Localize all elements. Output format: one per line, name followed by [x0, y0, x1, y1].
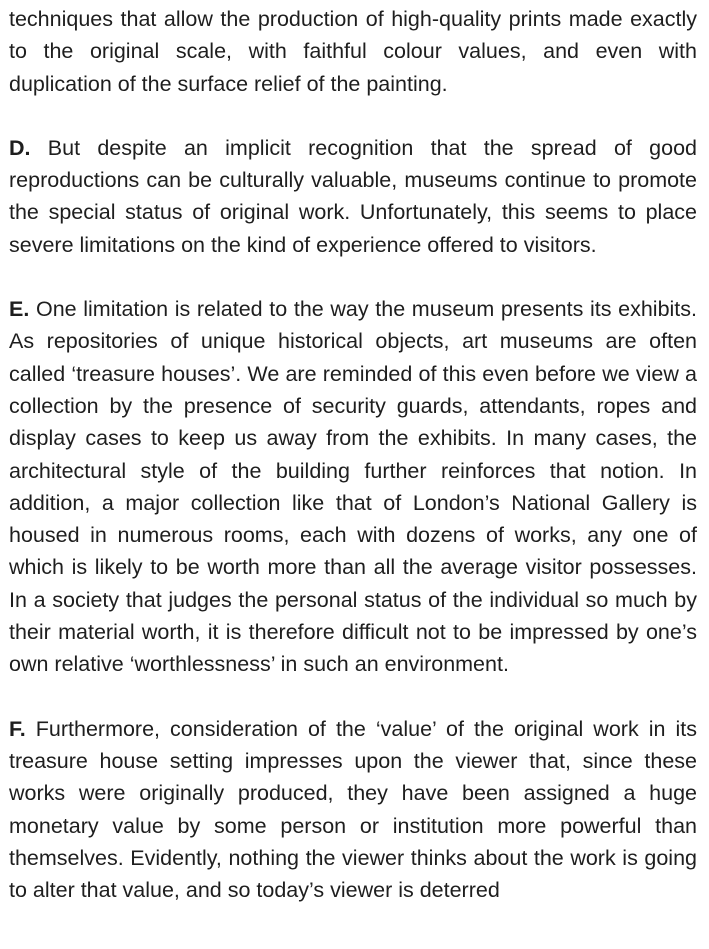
- paragraph-d: [9, 132, 697, 261]
- paragraph-text: techniques that allow the production of high-quality prints made exactly to the original scale, with faithful colour values, and even with duplication of the surface relief of the painting.: [9, 7, 697, 96]
- paragraph-letter: E.: [9, 297, 30, 322]
- paragraph-text: Furthermore, consideration of the ‘value’ of the original work in its treasure house setting impresses upon the viewer that, since these works were originally produced, they have been assigned a huge monetary value by some person or institution more powerful than themselves. Evidently, nothing the viewer thinks about the work is going to alter that value, and so today’s viewer is deterred: [9, 716, 697, 903]
- paragraph-letter: F.: [9, 716, 26, 741]
- paragraph-text: But despite an implicit recognition that the spread of good reproductions can be culturally valuable, museums continue to promote the special status of original work. Unfortunately, this seems to place severe limitations on the kind of experience offered to visitors.: [9, 135, 697, 257]
- document-page: [9, 3, 697, 938]
- paragraph-continuation: [9, 3, 697, 100]
- paragraph-text: One limitation is related to the way the museum presents its exhibits. As repositories of unique historical objects, art museums are often called ‘treasure houses’. We are reminded of this even before we view a collection by the presence of security guards, attendants, ropes and display cases to keep us away from the exhibits. In many cases, the architectural style of the building further reinforces that notion. In addition, a major collection like that of London’s National Gallery is housed in numerous rooms, each with dozens of works, any one of which is likely to be worth more than all the average visitor possesses. In a society that judges the personal status of the individual so much by their material worth, it is therefore difficult not to be impressed by one’s own relative ‘worthlessness’ in such an environment.: [9, 297, 697, 677]
- paragraph-f: [9, 713, 697, 907]
- paragraph-e: [9, 293, 697, 681]
- paragraph-letter: D.: [9, 135, 31, 160]
